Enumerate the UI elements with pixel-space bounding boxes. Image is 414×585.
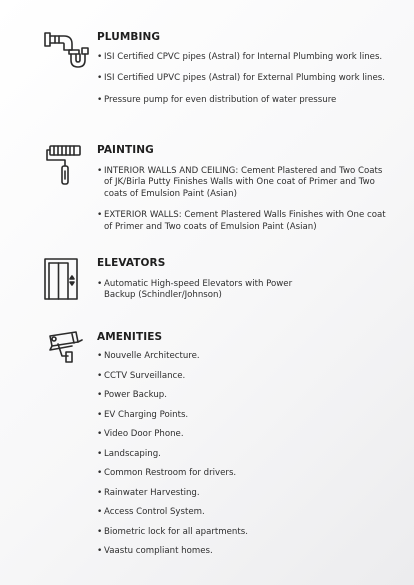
- section-title: PLUMBING: [97, 31, 161, 43]
- list-item: • Automatic High-speed Elevators with Power Backup (Schindler/Johnson): [97, 279, 312, 302]
- list-item: • Nouvelle Architecture.: [97, 351, 397, 362]
- elevator-icon: [44, 258, 78, 300]
- list-item: • EV Charging Points.: [97, 410, 397, 421]
- elevators-list: [97, 279, 312, 302]
- cctv-camera-icon: [44, 330, 84, 364]
- list-item: • Common Restroom for drivers.: [97, 468, 397, 479]
- paint-roller-icon: [44, 143, 84, 185]
- plumbing-pipe-icon: [44, 30, 90, 72]
- amenities-list: [97, 351, 397, 566]
- section-title: AMENITIES: [97, 331, 163, 343]
- painting-list: [97, 166, 387, 243]
- list-item: • Biometric lock for all apartments.: [97, 527, 397, 538]
- list-item: • Rainwater Harvesting.: [97, 488, 397, 499]
- list-item: • ISI Certified CPVC pipes (Astral) for Internal Plumbing work lines.: [97, 52, 397, 63]
- plumbing-list: [97, 52, 397, 116]
- list-item: • Power Backup.: [97, 390, 397, 401]
- list-item: • Vaastu compliant homes.: [97, 546, 397, 557]
- list-item: • INTERIOR WALLS AND CEILING: Cement Plastered and Two Coats of JK/Birla Putty Finishes Walls with One coat of Primer and Two coats of Emulsion Paint (Asian): [97, 166, 387, 200]
- section-title: PAINTING: [97, 144, 154, 156]
- list-item: • Access Control System.: [97, 507, 397, 518]
- list-item: • CCTV Surveillance.: [97, 371, 397, 382]
- list-item: • Video Door Phone.: [97, 429, 397, 440]
- list-item: • ISI Certified UPVC pipes (Astral) for External Plumbing work lines.: [97, 73, 397, 84]
- list-item: • EXTERIOR WALLS: Cement Plastered Walls Finishes with One coat of Primer and Two coats of Emulsion Paint (Asian): [97, 210, 387, 233]
- list-item: • Landscaping.: [97, 449, 397, 460]
- section-title: ELEVATORS: [97, 257, 166, 269]
- list-item: • Pressure pump for even distribution of water pressure: [97, 95, 397, 106]
